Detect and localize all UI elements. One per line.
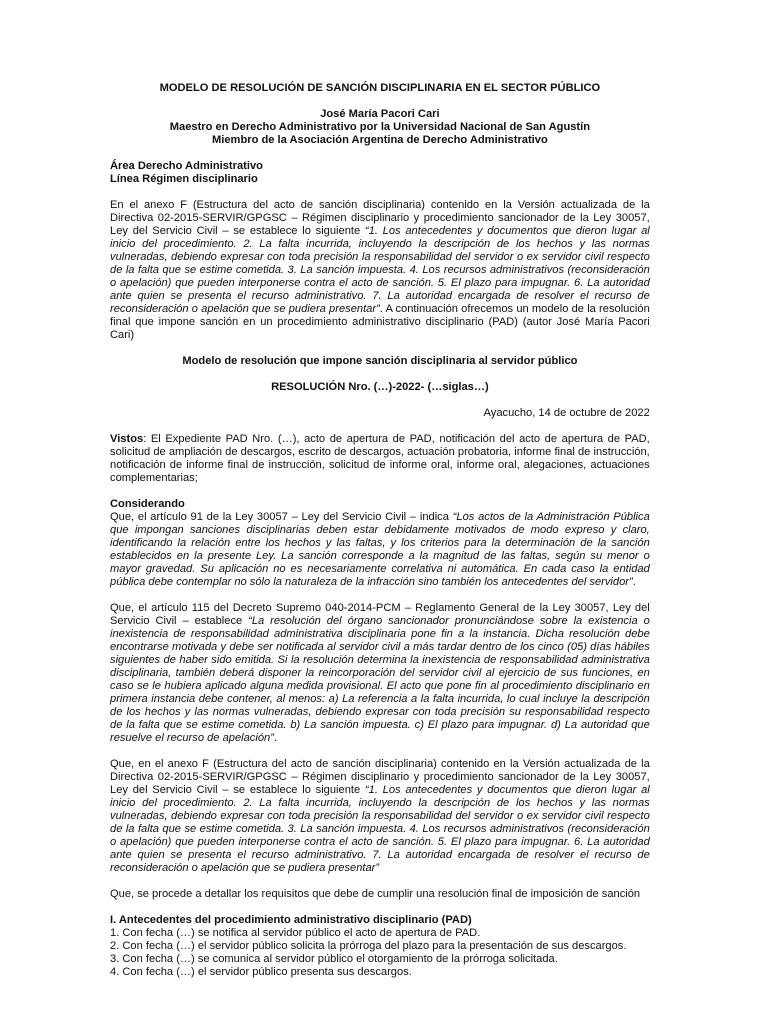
document-title: MODELO DE RESOLUCIÓN DE SANCIÓN DISCIPLINARIA EN EL SECTOR PÚBLICO	[159, 82, 601, 94]
c1-quote: “Los actos de la Administración Pública que impongan sanciones disciplinarias deben estar debidamente motivados de modo expreso y claro, identificando la relación entre los hechos y las faltas, y los criterios para la determinación de la sanción establecidos en la presente Ley. La sanción corresponde a la magnitud de las faltas, según su menor o mayor gravedad. Su aplicación no es necesariamente correlativa ni automática. En cada caso la entidad pública debe contemplar no sólo la naturaleza de la infracción sino también los antecedentes del servidor”	[110, 511, 650, 588]
considerando-3	[110, 758, 650, 875]
c2-text-a: Que, el artículo 115 del Decreto Supremo 040-2014-PCM – Reglamento General de la Ley 30057, Ley del Servicio Civil – establece	[110, 602, 650, 627]
author-affiliation-1: Maestro en Derecho Administrativo por la Universidad Nacional de San Agustín	[169, 121, 591, 133]
intro-quote: “1. Los antecedentes y documentos que dieron lugar al inicio del procedimiento. 2. La falta incurrida, incluyendo la descripción de los hechos y las normas vulneradas, debiendo expresar con toda precisión la responsabilidad del servidor o ex servidor civil respecto de la falta que se estime cometida. 3. La sanción impuesta. 4. Los recursos administrativos (reconsideración o apelación) que pueden interponerse contra el acto de sanción. 5. El plazo para impugnar. 6. La autoridad ante quien se presenta el recurso administrativo. 7. La autoridad encargada de resolver el recurso de reconsideración o apelación que se pudiera presentar”	[110, 225, 650, 315]
document-page	[110, 82, 650, 979]
intro-text-a: En el anexo F (Estructura del acto de sanción disciplinaria) contenido en la Versión actualizada de la Directiva 02-2015-SERVIR/GPGSC – Régimen disciplinario y procedimiento sancionador de la Ley 30057, Ley del Servicio Civil – se establece lo siguiente	[110, 199, 650, 237]
intro-paragraph	[110, 199, 650, 342]
section-1-list	[110, 927, 650, 979]
list-item: 1. Con fecha (…) se notifica al servidor público el acto de apertura de PAD.	[110, 927, 481, 939]
considerando-1	[110, 511, 650, 589]
list-item: 3. Con fecha (…) se comunica al servidor público el otorgamiento de la prórroga solicitada.	[110, 953, 558, 965]
c1-text-a: Que, el artículo 91 de la Ley 30057 – Ley del Servicio Civil – indica	[110, 511, 453, 523]
model-title: Modelo de resolución que impone sanción disciplinaria al servidor público	[182, 355, 578, 367]
c2-text-b: .	[273, 732, 278, 744]
vistos-paragraph	[110, 433, 650, 485]
c3-quote: “1. Los antecedentes y documentos que dieron lugar al inicio del procedimiento. 2. La falta incurrida, incluyendo la descripción de los hechos y las normas vulneradas, debiendo expresar con toda precisión la responsabilidad del servidor o ex servidor civil respecto de la falta que se estime cometida. 3. La sanción impuesta. 4. Los recursos administrativos (reconsideración o apelación) que pueden interponerse contra el acto de sanción. 5. El plazo para impugnar. 6. La autoridad ante quien se presenta el recurso administrativo. 7. La autoridad encargada de resolver el recurso de reconsideración o apelación que se pudiera presentar”	[110, 784, 650, 874]
considerando-2	[110, 602, 650, 745]
resolution-number: RESOLUCIÓN Nro. (…)-2022- (…siglas…)	[271, 381, 489, 393]
c3-text-a: Que, en el anexo F (Estructura del acto de sanción disciplinaria) contenido en la Versión actualizada de la Directiva 02-2015-SERVIR/GPGSC – Régimen disciplinario y procedimiento sancionador de la Ley 30057, Ley del Servicio Civil – se establece lo siguiente	[110, 758, 650, 796]
author-name: José María Pacori Cari	[320, 108, 440, 120]
intro-text-b: . A continuación ofrecemos un modelo de la resolución final que impone sanción en un procedimiento administrativo disciplinario (PAD) (autor José María Pacori Cari)	[110, 303, 650, 341]
linea-label: Línea Régimen disciplinario	[110, 173, 258, 185]
date-line: Ayacucho, 14 de octubre de 2022	[483, 407, 650, 419]
considerando-4: Que, se procede a detallar los requisitos que debe de cumplir una resolución final de imposición de sanción	[110, 888, 641, 900]
considerando-label: Considerando	[110, 498, 185, 510]
vistos-label: Vistos	[110, 433, 144, 445]
vistos-text: : El Expediente PAD Nro. (…), acto de apertura de PAD, notificación del acto de apertura de PAD, solicitud de ampliación de descargos, escrito de descargos, actuación probatoria, informe final de instrucción, notificación de informe final de instrucción, solicitud de informe oral, informe oral, alegaciones, actuaciones complementarias;	[110, 433, 650, 484]
list-item: 4. Con fecha (…) el servidor público presenta sus descargos.	[110, 966, 412, 978]
area-label: Área Derecho Administrativo	[110, 160, 263, 172]
section-1-title: I. Antecedentes del procedimiento administrativo disciplinario (PAD)	[110, 914, 472, 926]
author-affiliation-2: Miembro de la Asociación Argentina de Derecho Administrativo	[212, 134, 548, 146]
c1-text-b: .	[632, 576, 636, 588]
c2-quote: “La resolución del órgano sancionador pronunciándose sobre la existencia o inexistencia de responsabilidad administrativa disciplinaria pone fin a la instancia. Dicha resolución debe encontrarse motivada y debe ser notificada al servidor civil a más tardar dentro de los cinco (05) días hábiles siguientes de haber sido emitida. Si la resolución determina la inexistencia de responsabilidad administrativa disciplinaria, también deberá disponer la reincorporación del servidor civil al ejercicio de sus funciones, en caso se le hubiera aplicado alguna medida provisional. El acto que pone fin al procedimiento disciplinario en primera instancia debe contener, al menos: a) La referencia a la falta incurrida, lo cual incluye la descripción de los hechos y las normas vulneradas, debiendo expresar con toda precisión su responsabilidad respecto de la falta que se estime cometida. b) La sanción impuesta. c) El plazo para impugnar. d) La autoridad que resuelve el recurso de apelación”	[110, 615, 650, 744]
list-item: 2. Con fecha (…) el servidor público solicita la prórroga del plazo para la presentación de sus descargos.	[110, 940, 627, 952]
